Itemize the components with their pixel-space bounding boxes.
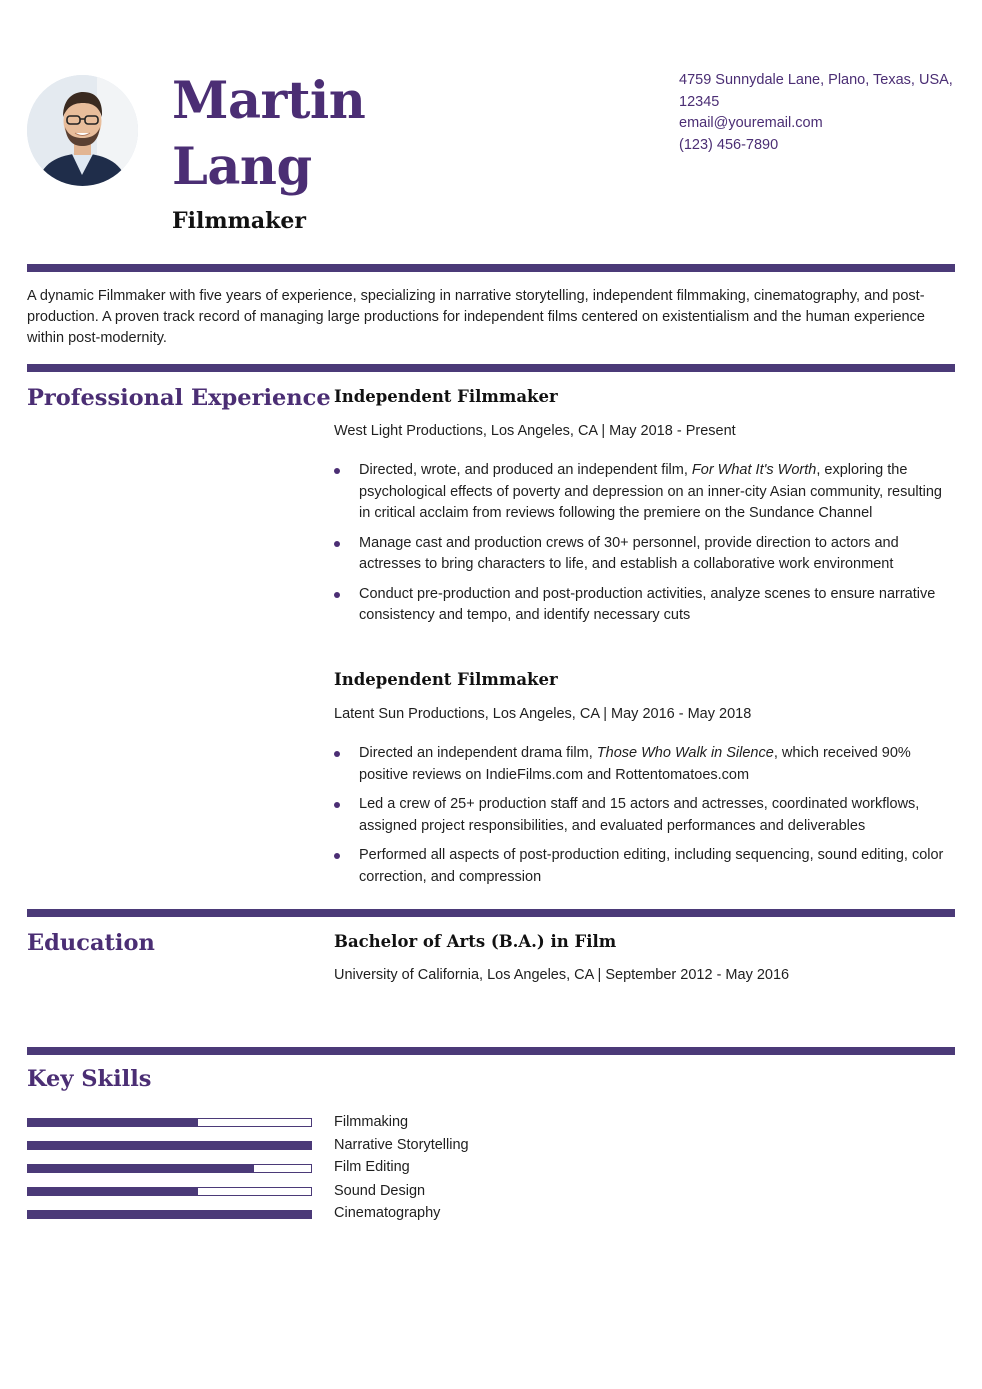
- divider-rule: [27, 909, 955, 917]
- address-line2: 12345: [679, 93, 720, 110]
- skill-level-bar: [27, 1164, 312, 1173]
- skill-level-bar: [27, 1187, 312, 1196]
- skill-label: Filmmaking: [334, 1114, 409, 1130]
- job-1-meta: West Light Productions, Los Angeles, CA | May 2018 - Present: [334, 423, 736, 439]
- bullet-item: Led a crew of 25+ production staff and 15 actors and actresses, coordinated workflows, assigned project responsibilities, and evaluated performances and deliverables: [334, 794, 954, 837]
- phone-number: (123) 456-7890: [679, 136, 779, 153]
- skill-label: Narrative Storytelling: [334, 1137, 469, 1153]
- skill-label: Cinematography: [334, 1205, 441, 1221]
- bullet-item: Conduct pre-production and post-production activities, analyze scenes to ensure narrative consistency and tempo, and identify necessary cuts: [334, 584, 954, 627]
- job-1-bullets: [334, 460, 954, 635]
- bullet-item: Directed, wrote, and produced an independent film, For What It's Worth, exploring the psychological effects of poverty and depression on an inner-city Asian community, resulting in critical acclaim from reviews following the premiere on the Sundance Channel: [334, 460, 954, 525]
- bullet-item: Directed an independent drama film, Those Who Walk in Silence, which received 90% positive reviews on IndieFilms.com and Rottentomatoes.com: [334, 743, 954, 786]
- address-line1: 4759 Sunnydale Lane, Plano, Texas, USA,: [679, 72, 953, 88]
- candidate-name: [172, 68, 365, 200]
- bullet-item: Manage cast and production crews of 30+ personnel, provide direction to actors and actresses to bring characters to life, and establish a collaborative work environment: [334, 533, 954, 576]
- skill-level-bar: [27, 1141, 312, 1150]
- contact-block: [679, 70, 969, 156]
- skill-level-fill: [28, 1165, 254, 1172]
- person-photo-icon: [27, 75, 138, 186]
- skill-label: Sound Design: [334, 1183, 426, 1199]
- skill-level-bar: [27, 1210, 312, 1219]
- skill-level-fill: [28, 1142, 311, 1149]
- email-link[interactable]: email@youremail.com: [679, 115, 823, 131]
- skill-label: Film Editing: [334, 1159, 410, 1175]
- job-title-header: Filmmaker: [172, 208, 306, 234]
- section-title-skills: Key Skills: [27, 1066, 152, 1092]
- job-2-bullets: [334, 743, 954, 896]
- degree-meta: University of California, Los Angeles, CA | September 2012 - May 2016: [334, 967, 790, 983]
- skill-level-fill: [28, 1188, 198, 1195]
- profile-photo: [27, 75, 138, 186]
- degree-title: Bachelor of Arts (B.A.) in Film: [334, 932, 617, 951]
- bullet-item: Performed all aspects of post-production editing, including sequencing, sound editing, color correction, and compression: [334, 845, 954, 888]
- skill-level-fill: [28, 1119, 198, 1126]
- skill-level-fill: [28, 1211, 311, 1218]
- job-2-title: Independent Filmmaker: [334, 670, 558, 689]
- name-last: Lang: [172, 137, 312, 197]
- skill-level-bar: [27, 1118, 312, 1127]
- divider-rule: [27, 1047, 955, 1055]
- job-2-meta: Latent Sun Productions, Los Angeles, CA | May 2016 - May 2018: [334, 706, 752, 722]
- name-first: Martin: [172, 71, 366, 131]
- summary-text: A dynamic Filmmaker with five years of experience, specializing in narrative storytelling, independent filmmaking, cinematography, and post-production. A proven track record of managing large productions for independent films centered on existentialism and the human experience within post-modernity.: [27, 288, 925, 346]
- section-title-education: Education: [27, 930, 155, 956]
- section-title-experience: Professional Experience: [27, 385, 331, 411]
- divider-rule: [27, 364, 955, 372]
- job-1-title: Independent Filmmaker: [334, 387, 558, 406]
- divider-rule: [27, 264, 955, 272]
